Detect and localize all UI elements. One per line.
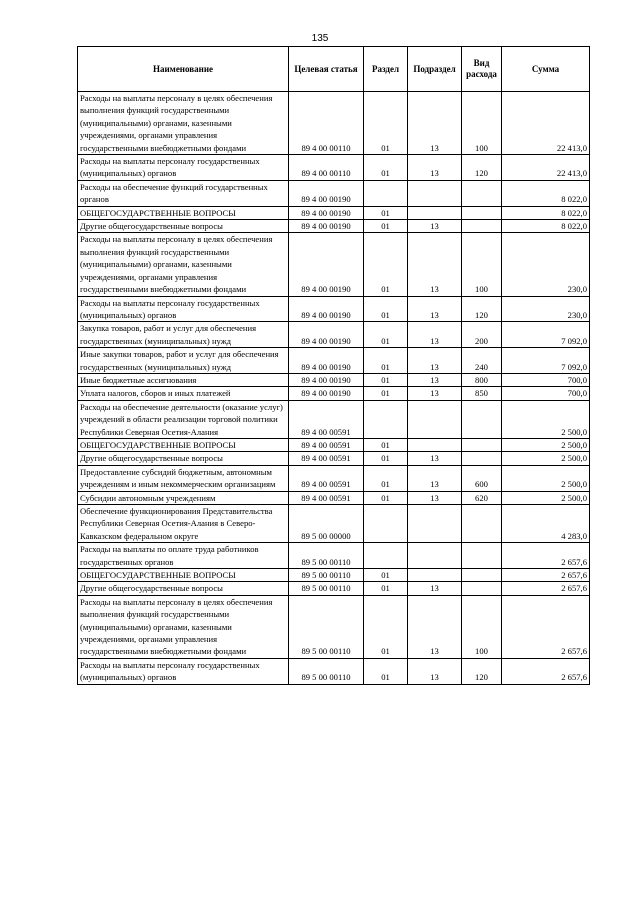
table-row (78, 491, 590, 504)
cell-section (364, 543, 408, 569)
cell-code: 89 4 00 00190 (289, 348, 364, 374)
cell-name: Иные закупки товаров, работ и услуг для обеспечения государственных (муниципальных) нужд (78, 348, 289, 374)
cell-kind (462, 452, 502, 465)
cell-sum: 2 657,6 (502, 595, 590, 658)
cell-subsection: 13 (408, 296, 462, 322)
cell-name: Расходы на выплаты персоналу государственных (муниципальных) органов (78, 155, 289, 181)
cell-subsection: 13 (408, 322, 462, 348)
cell-sum: 2 500,0 (502, 452, 590, 465)
cell-section: 01 (364, 206, 408, 219)
cell-code: 89 4 00 00591 (289, 452, 364, 465)
table-row (78, 452, 590, 465)
cell-sum: 2 657,6 (502, 543, 590, 569)
cell-subsection: 13 (408, 595, 462, 658)
cell-sum: 700,0 (502, 387, 590, 400)
cell-sum: 2 500,0 (502, 465, 590, 491)
cell-section: 01 (364, 595, 408, 658)
table-row (78, 582, 590, 595)
cell-kind: 100 (462, 233, 502, 296)
cell-name: Расходы на обеспечение деятельности (оказание услуг) учреждений в области реализации торговой политики Республики Северная Осетия-Алания (78, 400, 289, 438)
cell-name: Уплата налогов, сборов и иных платежей (78, 387, 289, 400)
table-row (78, 543, 590, 569)
cell-subsection: 13 (408, 387, 462, 400)
header-target: Целевая статья (289, 47, 364, 92)
table-row (78, 465, 590, 491)
cell-kind: 200 (462, 322, 502, 348)
cell-sum: 230,0 (502, 233, 590, 296)
cell-name: Предоставление субсидий бюджетным, автономным учреждениям и иным некоммерческим организациям (78, 465, 289, 491)
cell-code: 89 5 00 00110 (289, 582, 364, 595)
cell-section: 01 (364, 92, 408, 155)
cell-section: 01 (364, 233, 408, 296)
cell-code: 89 4 00 00190 (289, 296, 364, 322)
cell-subsection: 13 (408, 348, 462, 374)
page-number: 135 (311, 33, 329, 44)
table-row (78, 373, 590, 386)
cell-sum: 8 022,0 (502, 180, 590, 206)
cell-kind: 850 (462, 387, 502, 400)
cell-section: 01 (364, 438, 408, 451)
cell-section: 01 (364, 220, 408, 233)
cell-subsection: 13 (408, 373, 462, 386)
cell-code: 89 4 00 00110 (289, 92, 364, 155)
cell-sum: 22 413,0 (502, 155, 590, 181)
cell-subsection (408, 505, 462, 543)
cell-sum: 2 500,0 (502, 491, 590, 504)
cell-name: Расходы на выплаты персоналу государственных (муниципальных) органов (78, 296, 289, 322)
cell-sum: 2 500,0 (502, 400, 590, 438)
header-name: Наименование (78, 47, 289, 92)
table-row (78, 233, 590, 296)
cell-name: Расходы на выплаты персоналу в целях обеспечения выполнения функций государственными (муниципальными) органами, казенными учреждениями, органами управления государственными внебюджетными фондами (78, 233, 289, 296)
cell-subsection: 13 (408, 491, 462, 504)
cell-section: 01 (364, 452, 408, 465)
cell-kind: 800 (462, 373, 502, 386)
cell-subsection: 13 (408, 233, 462, 296)
table-body (78, 92, 590, 685)
cell-kind: 120 (462, 155, 502, 181)
cell-code: 89 4 00 00190 (289, 322, 364, 348)
cell-code: 89 4 00 00190 (289, 206, 364, 219)
cell-kind (462, 569, 502, 582)
table-row (78, 296, 590, 322)
cell-section: 01 (364, 491, 408, 504)
table-row (78, 155, 590, 181)
cell-section: 01 (364, 582, 408, 595)
cell-code: 89 4 00 00190 (289, 180, 364, 206)
cell-code: 89 4 00 00591 (289, 400, 364, 438)
cell-kind: 620 (462, 491, 502, 504)
cell-name: ОБЩЕГОСУДАРСТВЕННЫЕ ВОПРОСЫ (78, 206, 289, 219)
table-row (78, 505, 590, 543)
cell-kind (462, 400, 502, 438)
cell-name: Расходы на выплаты персоналу в целях обеспечения выполнения функций государственными (муниципальными) органами, казенными учреждениями, органами управления государственными внебюджетными фондами (78, 595, 289, 658)
cell-subsection: 13 (408, 452, 462, 465)
header-subsection: Подраздел (408, 47, 462, 92)
cell-name: Расходы на обеспечение функций государственных органов (78, 180, 289, 206)
cell-code: 89 4 00 00190 (289, 387, 364, 400)
cell-section: 01 (364, 322, 408, 348)
cell-subsection: 13 (408, 92, 462, 155)
cell-sum: 2 657,6 (502, 582, 590, 595)
table-row (78, 438, 590, 451)
table-row (78, 180, 590, 206)
cell-subsection (408, 438, 462, 451)
cell-kind (462, 505, 502, 543)
cell-section: 01 (364, 658, 408, 684)
cell-sum: 2 657,6 (502, 569, 590, 582)
cell-name: Расходы на выплаты персоналу в целях обеспечения выполнения функций государственными (муниципальными) органами, казенными учреждениями, органами управления государственными внебюджетными фондами (78, 92, 289, 155)
cell-kind: 100 (462, 92, 502, 155)
cell-name: Другие общегосударственные вопросы (78, 452, 289, 465)
cell-kind (462, 543, 502, 569)
table-row (78, 220, 590, 233)
cell-code: 89 4 00 00591 (289, 438, 364, 451)
budget-table (77, 46, 590, 685)
cell-sum: 8 022,0 (502, 220, 590, 233)
cell-sum: 700,0 (502, 373, 590, 386)
cell-section: 01 (364, 387, 408, 400)
cell-subsection (408, 180, 462, 206)
cell-code: 89 5 00 00000 (289, 505, 364, 543)
cell-section: 01 (364, 373, 408, 386)
cell-section (364, 180, 408, 206)
cell-code: 89 4 00 00190 (289, 233, 364, 296)
cell-subsection (408, 400, 462, 438)
cell-kind (462, 180, 502, 206)
cell-kind: 120 (462, 296, 502, 322)
cell-sum: 2 657,6 (502, 658, 590, 684)
cell-name: Иные бюджетные ассигнования (78, 373, 289, 386)
table-row (78, 595, 590, 658)
cell-sum: 4 283,0 (502, 505, 590, 543)
header-section: Раздел (364, 47, 408, 92)
cell-subsection (408, 206, 462, 219)
cell-section: 01 (364, 155, 408, 181)
cell-subsection (408, 543, 462, 569)
cell-name: Другие общегосударственные вопросы (78, 582, 289, 595)
cell-code: 89 4 00 00591 (289, 491, 364, 504)
cell-section: 01 (364, 569, 408, 582)
cell-sum: 7 092,0 (502, 322, 590, 348)
header-kind: Вид расхода (462, 47, 502, 92)
table-row (78, 569, 590, 582)
cell-code: 89 4 00 00110 (289, 155, 364, 181)
cell-kind (462, 206, 502, 219)
cell-subsection: 13 (408, 582, 462, 595)
cell-sum: 2 500,0 (502, 438, 590, 451)
cell-subsection: 13 (408, 465, 462, 491)
cell-kind (462, 582, 502, 595)
cell-section: 01 (364, 348, 408, 374)
table-row (78, 348, 590, 374)
cell-name: Другие общегосударственные вопросы (78, 220, 289, 233)
cell-kind (462, 220, 502, 233)
header-sum: Сумма (502, 47, 590, 92)
cell-sum: 22 413,0 (502, 92, 590, 155)
cell-name: ОБЩЕГОСУДАРСТВЕННЫЕ ВОПРОСЫ (78, 438, 289, 451)
table-row (78, 400, 590, 438)
cell-section: 01 (364, 296, 408, 322)
cell-code: 89 4 00 00591 (289, 465, 364, 491)
cell-section: 01 (364, 465, 408, 491)
cell-section (364, 400, 408, 438)
cell-sum: 230,0 (502, 296, 590, 322)
cell-kind: 240 (462, 348, 502, 374)
cell-kind: 120 (462, 658, 502, 684)
cell-subsection (408, 569, 462, 582)
cell-code: 89 5 00 00110 (289, 543, 364, 569)
table-row (78, 206, 590, 219)
cell-code: 89 5 00 00110 (289, 569, 364, 582)
table-row (78, 92, 590, 155)
cell-code: 89 4 00 00190 (289, 373, 364, 386)
cell-sum: 8 022,0 (502, 206, 590, 219)
table-row (78, 322, 590, 348)
cell-section (364, 505, 408, 543)
cell-name: ОБЩЕГОСУДАРСТВЕННЫЕ ВОПРОСЫ (78, 569, 289, 582)
cell-subsection: 13 (408, 155, 462, 181)
cell-subsection: 13 (408, 658, 462, 684)
table-row (78, 658, 590, 684)
cell-code: 89 5 00 00110 (289, 658, 364, 684)
cell-name: Закупка товаров, работ и услуг для обеспечения государственных (муниципальных) нужд (78, 322, 289, 348)
cell-name: Расходы на выплаты по оплате труда работников государственных органов (78, 543, 289, 569)
cell-sum: 7 092,0 (502, 348, 590, 374)
cell-kind (462, 438, 502, 451)
cell-kind: 600 (462, 465, 502, 491)
cell-name: Субсидии автономным учреждениям (78, 491, 289, 504)
cell-name: Обеспечение функционирования Представительства Республики Северная Осетия-Алания в Северо-Кавказском федеральном округе (78, 505, 289, 543)
cell-subsection: 13 (408, 220, 462, 233)
cell-code: 89 5 00 00110 (289, 595, 364, 658)
cell-code: 89 4 00 00190 (289, 220, 364, 233)
table-row (78, 387, 590, 400)
cell-kind: 100 (462, 595, 502, 658)
table-header-row (78, 47, 590, 92)
cell-name: Расходы на выплаты персоналу государственных (муниципальных) органов (78, 658, 289, 684)
